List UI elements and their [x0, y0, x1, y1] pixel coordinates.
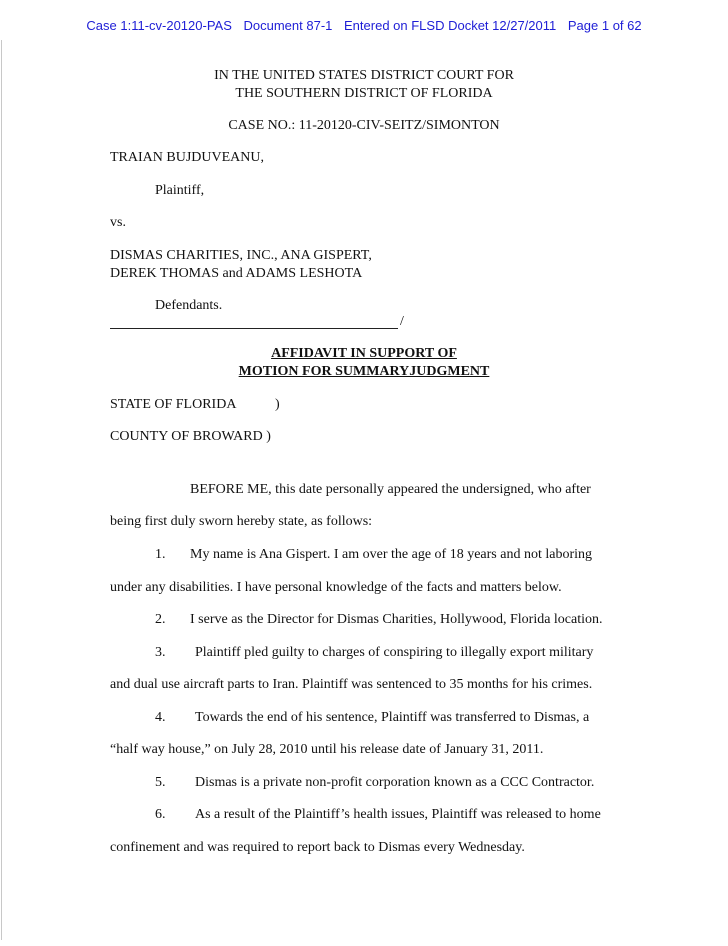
header-case: Case 1:11-cv-20120-PAS	[86, 18, 232, 33]
docket-header	[0, 18, 728, 33]
intro-line-1: BEFORE ME, this date personally appeared the undersigned, who after	[190, 482, 591, 497]
para-5-line-1: Dismas is a private non-profit corporation known as a CCC Contractor.	[195, 775, 595, 790]
para-6-line-2: confinement and was required to report back to Dismas every Wednesday.	[110, 840, 525, 855]
para-4-line-2: “half way house,” on July 28, 2010 until his release date of January 31, 2011.	[110, 742, 544, 757]
para-4-number: 4.	[155, 710, 166, 725]
court-line-2: THE SOUTHERN DISTRICT OF FLORIDA	[235, 86, 493, 101]
defendants-label: Defendants.	[155, 298, 223, 313]
venue-state: STATE OF FLORIDA	[110, 397, 237, 412]
para-3-line-1: Plaintiff pled guilty to charges of conspiring to illegally export military	[195, 645, 594, 660]
defendants-line-1: DISMAS CHARITIES, INC., ANA GISPERT,	[110, 248, 372, 263]
header-entered: Entered on FLSD Docket 12/27/2011	[344, 18, 557, 33]
title-line-1: AFFIDAVIT IN SUPPORT OF	[271, 346, 457, 361]
para-5-number: 5.	[155, 775, 166, 790]
header-page: Page 1 of 62	[567, 18, 642, 33]
venue-state-paren: )	[275, 397, 280, 412]
para-3-line-2: and dual use aircraft parts to Iran. Plaintiff was sentenced to 35 months for his crimes.	[110, 677, 593, 692]
para-2-number: 2.	[155, 612, 166, 627]
caption-slash: /	[400, 314, 404, 329]
para-6-line-1: As a result of the Plaintiff’s health issues, Plaintiff was released to home	[195, 807, 601, 822]
para-4-line-1: Towards the end of his sentence, Plaintiff was transferred to Dismas, a	[195, 710, 590, 725]
para-1-line-2: under any disabilities. I have personal knowledge of the facts and matters below.	[110, 580, 562, 595]
versus: vs.	[110, 215, 126, 230]
scan-edge	[1, 40, 2, 940]
para-6-number: 6.	[155, 807, 166, 822]
para-1-line-1: My name is Ana Gispert. I am over the age of 18 years and not laboring	[190, 547, 593, 562]
plaintiff-label: Plaintiff,	[155, 183, 205, 198]
title-line-2: MOTION FOR SUMMARYJUDGMENT	[238, 364, 490, 379]
para-3-number: 3.	[155, 645, 166, 660]
venue-county: COUNTY OF BROWARD )	[110, 429, 271, 444]
court-line-1: IN THE UNITED STATES DISTRICT COURT FOR	[214, 68, 514, 83]
para-1-number: 1.	[155, 547, 166, 562]
intro-line-2: being first duly sworn hereby state, as follows:	[110, 514, 373, 529]
case-number: CASE NO.: 11-20120-CIV-SEITZ/SIMONTON	[228, 118, 500, 133]
caption-rule	[110, 328, 398, 329]
plaintiff-name: TRAIAN BUJDUVEANU,	[110, 150, 264, 165]
header-document: Document 87-1	[243, 18, 333, 33]
defendants-line-2: DEREK THOMAS and ADAMS LESHOTA	[110, 266, 363, 281]
para-2-line-1: I serve as the Director for Dismas Charities, Hollywood, Florida location.	[190, 612, 603, 627]
